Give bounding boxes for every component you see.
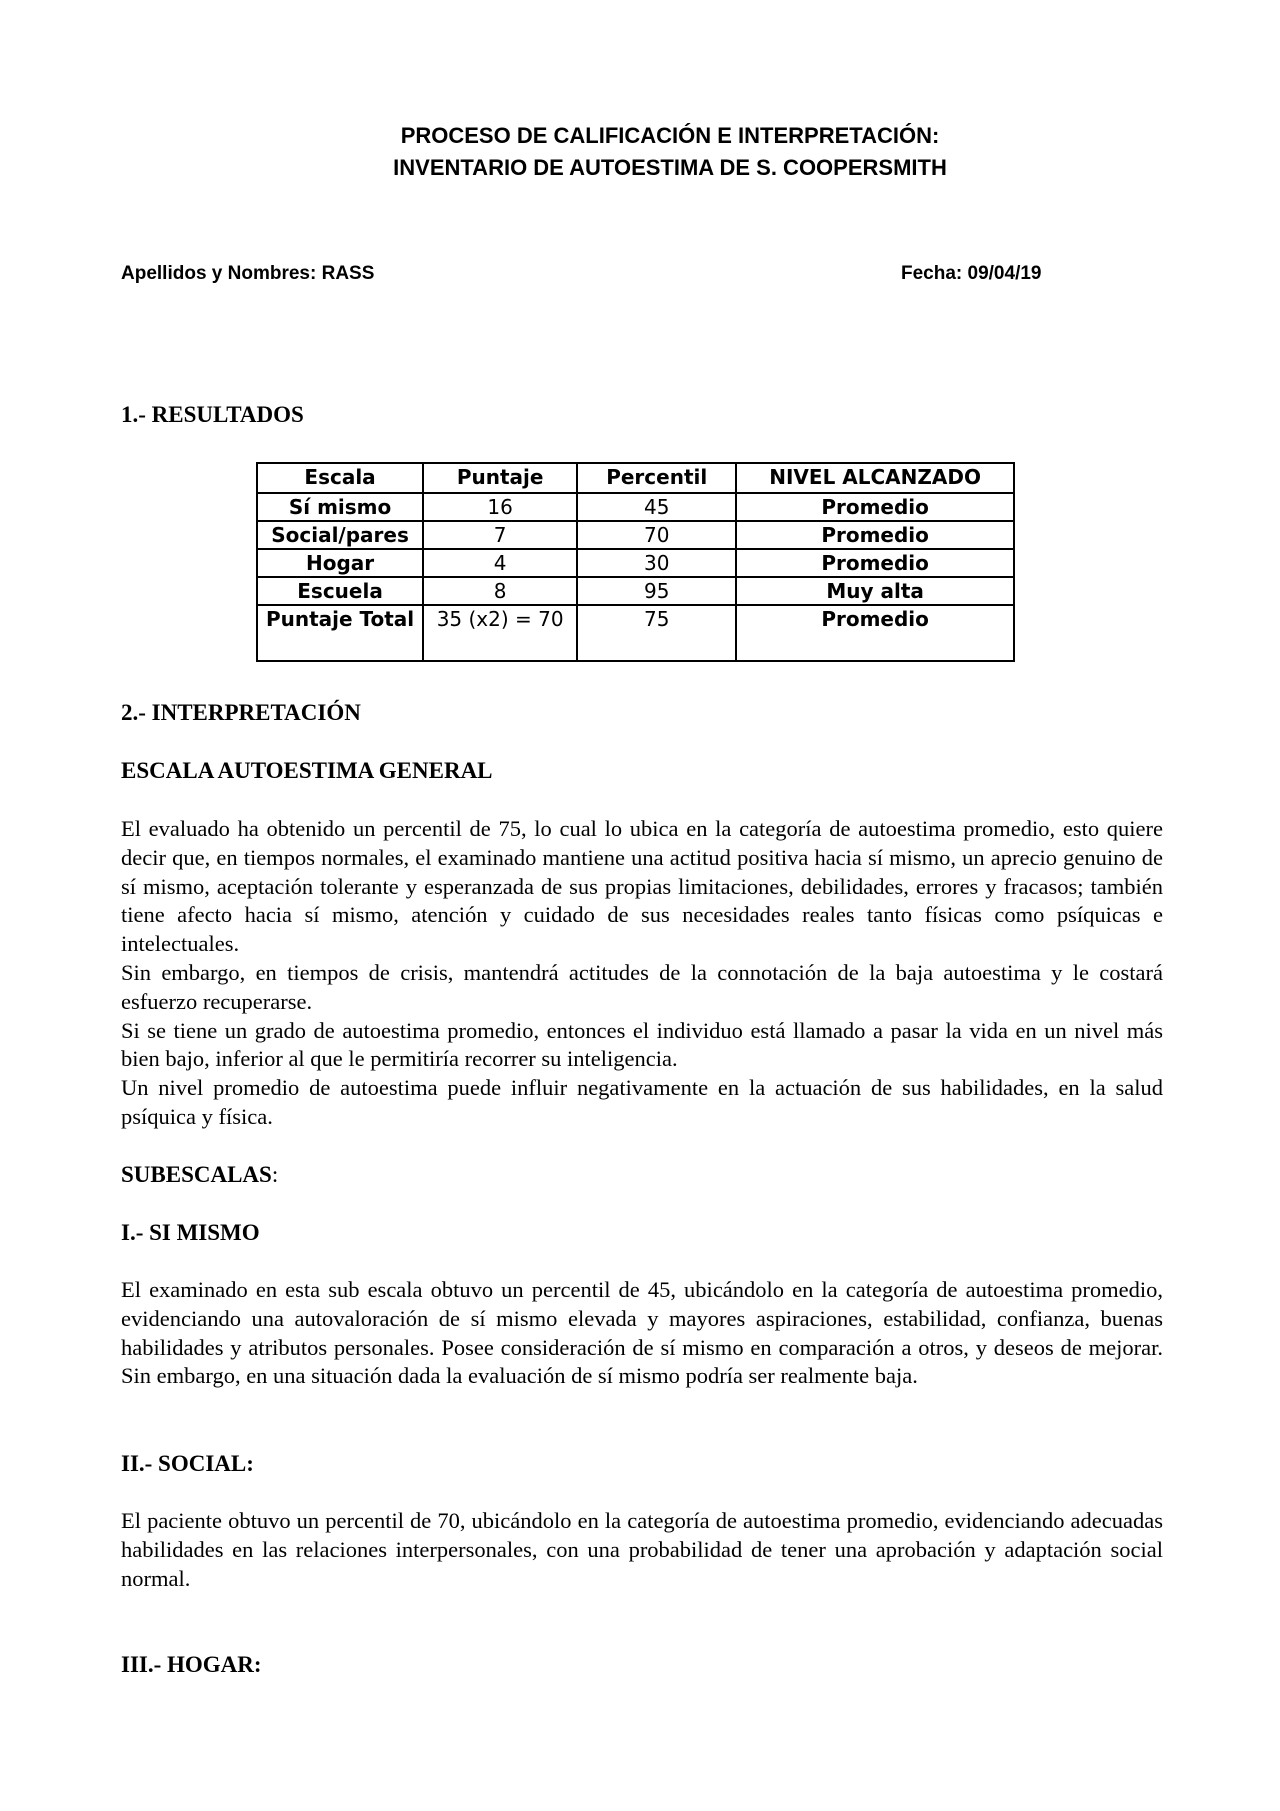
- cell-nivel: Promedio: [736, 493, 1014, 521]
- paragraph: Si se tiene un grado de autoestima promedio, entonces el individuo está llamado a pasar la vida en un nivel más bien bajo, inferior al que le permitiría recorrer su inteligencia.: [121, 1017, 1163, 1072]
- cell-puntaje: 16: [423, 493, 577, 521]
- cell-nivel: Promedio: [736, 521, 1014, 549]
- subscales-heading-colon: :: [271, 1162, 279, 1187]
- column-header-escala: Escala: [257, 463, 423, 493]
- cell-nivel: Muy alta: [736, 577, 1014, 605]
- paragraph: Sin embargo, en tiempos de crisis, mantendrá actitudes de la connotación de la baja autoestima y le costará esfuerzo recuperarse.: [121, 959, 1163, 1014]
- cell-percentil: 45: [577, 493, 736, 521]
- document-title-line-2: INVENTARIO DE AUTOESTIMA DE S. COOPERSMITH: [393, 155, 947, 180]
- si-mismo-text: El examinado en esta sub escala obtuvo un percentil de 45, ubicándolo en la categoría de autoestima promedio, evidenciando una autovaloración de sí mismo elevada y mayores aspiraciones, estabilidad, confianza, buenas habilidades y atributos personales. Posee consideración de sí mismo en comparación a otros, y deseos de mejorar. Sin embargo, en una situación dada la evaluación de sí mismo podría ser realmente baja.: [121, 1277, 1163, 1389]
- cell-percentil: 30: [577, 549, 736, 577]
- si-mismo-heading: I.- SI MISMO: [121, 1220, 260, 1245]
- column-header-percentil: Percentil: [577, 463, 736, 493]
- cell-escala: Puntaje Total: [257, 605, 423, 661]
- cell-percentil: 95: [577, 577, 736, 605]
- column-header-nivel: NIVEL ALCANZADO: [736, 463, 1014, 493]
- cell-puntaje: 35 (x2) = 70: [423, 605, 577, 661]
- column-header-puntaje: Puntaje: [423, 463, 577, 493]
- cell-puntaje: 4: [423, 549, 577, 577]
- social-text: El paciente obtuvo un percentil de 70, ubicándolo en la categoría de autoestima promedio, evidenciando adecuadas habilidades en las relaciones interpersonales, con una probabilidad de tener una aprobación y adaptación social normal.: [121, 1508, 1163, 1591]
- subscales-heading: [121, 1160, 278, 1190]
- cell-escala: Sí mismo: [257, 493, 423, 521]
- section-interpretation-heading: 2.- INTERPRETACIÓN: [121, 700, 361, 725]
- table-row-total: [257, 605, 1014, 661]
- general-scale-heading: ESCALA AUTOESTIMA GENERAL: [121, 758, 493, 783]
- subscales-heading-text: SUBESCALAS: [121, 1162, 272, 1187]
- cell-escala: Hogar: [257, 549, 423, 577]
- cell-puntaje: 7: [423, 521, 577, 549]
- table-row: [257, 549, 1014, 577]
- cell-escala: Social/pares: [257, 521, 423, 549]
- social-heading: II.- SOCIAL:: [121, 1451, 254, 1476]
- hogar-heading: III.- HOGAR:: [121, 1652, 262, 1677]
- paragraph: Un nivel promedio de autoestima puede influir negativamente en la actuación de sus habilidades, en la salud psíquica y física.: [121, 1075, 1163, 1129]
- cell-escala: Escuela: [257, 577, 423, 605]
- results-table-header: [257, 463, 1014, 493]
- cell-percentil: 75: [577, 605, 736, 661]
- table-row: [257, 577, 1014, 605]
- cell-percentil: 70: [577, 521, 736, 549]
- table-row: [257, 493, 1014, 521]
- evaluation-date: Fecha: 09/04/19: [901, 263, 1042, 284]
- section-results-heading: 1.- RESULTADOS: [121, 402, 304, 427]
- table-row: [257, 521, 1014, 549]
- cell-puntaje: 8: [423, 577, 577, 605]
- paragraph: El evaluado ha obtenido un percentil de 75, lo cual lo ubica en la categoría de autoestima promedio, esto quiere decir que, en tiempos normales, el examinado mantiene una actitud positiva hacia sí mismo, un aprecio genuino de sí mismo, aceptación tolerante y esperanzada de sus propias limitaciones, debilidades, errores y fracasos; también tiene afecto hacia sí mismo, atención y cuidado de sus necesidades reales tanto físicas como psíquicas e intelectuales.: [121, 816, 1163, 957]
- cell-nivel: Promedio: [736, 549, 1014, 577]
- results-table: [256, 462, 1015, 662]
- general-interpretation-text: [121, 815, 1163, 1132]
- patient-name: Apellidos y Nombres: RASS: [121, 263, 375, 284]
- cell-nivel: Promedio: [736, 605, 1014, 661]
- document-title-line-1: PROCESO DE CALIFICACIÓN E INTERPRETACIÓN:: [400, 123, 940, 148]
